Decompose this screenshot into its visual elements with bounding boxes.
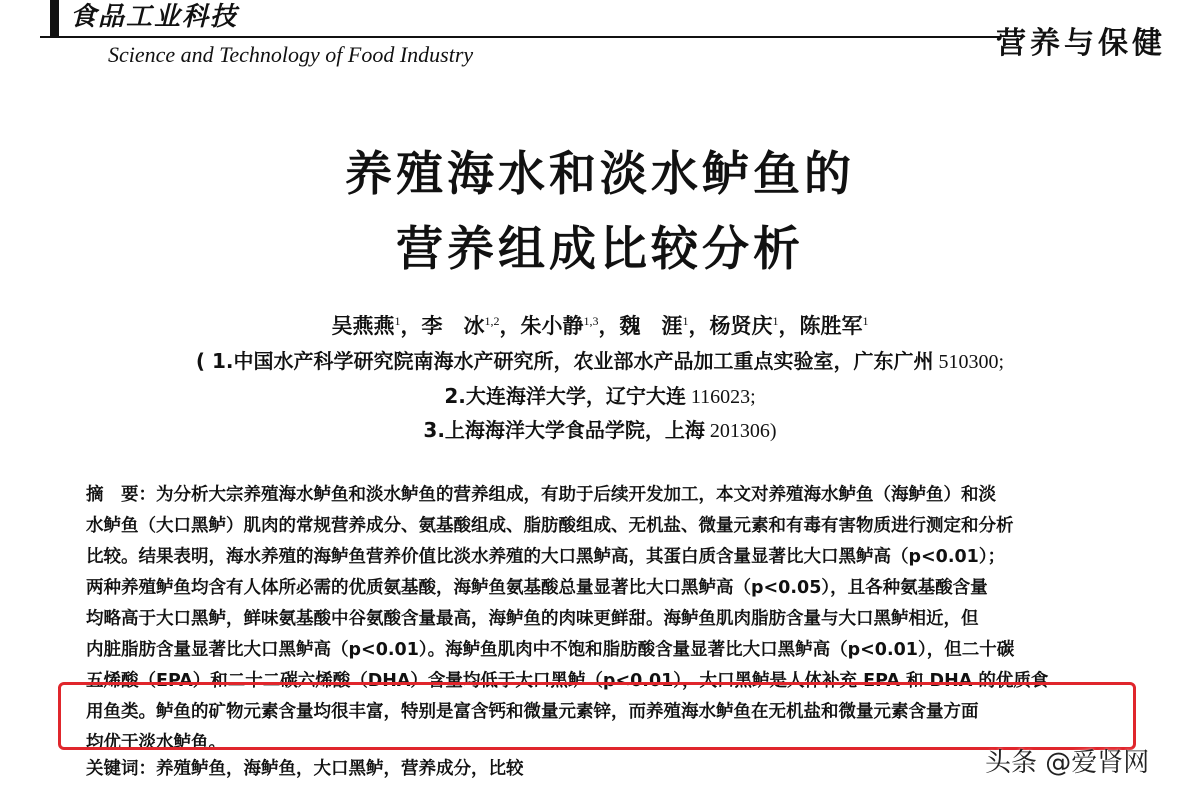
- affiliation-text: 3.上海海洋大学食品学院，上海: [423, 418, 705, 442]
- affiliation-2: [0, 380, 1200, 409]
- author: 魏 涯: [619, 314, 683, 338]
- abstract-line: 用鱼类。鲈鱼的矿物元素含量均很丰富，特别是富含钙和微量元素锌，而养殖海水鲈鱼在无机盐和微量元素含量方面: [86, 702, 979, 722]
- author-affil-sup: 1: [772, 314, 779, 328]
- masthead-bar: [50, 0, 59, 36]
- paper-title-line-2: 营养组成比较分析: [396, 222, 804, 277]
- author-affil-sup: 1: [682, 314, 689, 328]
- abstract-line: 两种养殖鲈鱼均含有人体所必需的优质氨基酸，海鲈鱼氨基酸总量显著比大口黑鲈高（p<0.05），且各种氨基酸含量: [86, 578, 988, 598]
- author-affil-sup: 1: [862, 314, 869, 328]
- author-affil-sup: 1,2: [484, 314, 500, 328]
- affiliation-1: [0, 345, 1200, 374]
- journal-logo-cn: 食品工业科技: [70, 2, 239, 32]
- author: 李 冰: [421, 314, 485, 338]
- postal-code: 510300;: [933, 351, 1005, 373]
- column-name: 营养与保健: [996, 26, 1166, 61]
- author: 杨贤庆: [709, 314, 773, 338]
- affiliation-text: 2.大连海洋大学，辽宁大连: [444, 384, 686, 408]
- author: 吴燕燕: [331, 314, 395, 338]
- abstract-line: 摘 要：为分析大宗养殖海水鲈鱼和淡水鲈鱼的营养组成，有助于后续开发加工，本文对养殖海水鲈鱼（海鲈鱼）和淡: [86, 485, 996, 505]
- abstract-line: 五烯酸（EPA）和二十二碳六烯酸（DHA）含量均低于大口黑鲈（p<0.01），大口黑鲈是人体补充 EPA 和 DHA 的优质食: [86, 671, 1049, 691]
- journal-name-en: Science and Technology of Food Industry: [108, 42, 474, 67]
- author: 陈胜军: [799, 314, 863, 338]
- affiliation-text: ( 1.中国水产科学研究院南海水产研究所，农业部水产品加工重点实验室，广东广州: [195, 349, 934, 373]
- author: 朱小静: [520, 314, 584, 338]
- masthead-rule: [40, 36, 1000, 38]
- author-affil-sup: 1,3: [583, 314, 599, 328]
- abstract-line: 均略高于大口黑鲈，鲜味氨基酸中谷氨酸含量最高，海鲈鱼的肉味更鲜甜。海鲈鱼肌肉脂肪含量与大口黑鲈相近，但: [86, 609, 979, 629]
- abstract-line: 内脏脂肪含量显著比大口黑鲈高（p<0.01）。海鲈鱼肌肉中不饱和脂肪酸含量显著比大口黑鲈高（p<0.01），但二十碳: [86, 640, 1015, 660]
- affiliation-3: [0, 414, 1200, 443]
- postal-code: 201306): [704, 420, 777, 442]
- keywords: 关键词：养殖鲈鱼，海鲈鱼，大口黑鲈，营养成分，比较: [86, 759, 524, 779]
- abstract-line: 比较。结果表明，海水养殖的海鲈鱼营养价值比淡水养殖的大口黑鲈高，其蛋白质含量显著比大口黑鲈高（p<0.01）；: [86, 547, 1006, 567]
- highlight-box: [58, 682, 1136, 750]
- author-list: 吴燕燕$^1$，李 冰$^{1,2}$，朱小静$^{1,3}$，魏 涯$^1$，杨贤庆$^1$，陈胜军$^1$: [331, 314, 869, 338]
- abstract-line: 水鲈鱼（大口黑鲈）肌肉的常规营养成分、氨基酸组成、脂肪酸组成、无机盐、微量元素和有毒有害物质进行测定和分析: [86, 516, 1014, 536]
- watermark: 头条 @爱肾网: [985, 748, 1150, 778]
- abstract-line: 均优于淡水鲈鱼。: [86, 733, 226, 753]
- author-affil-sup: 1: [394, 314, 401, 328]
- postal-code: 116023;: [685, 386, 756, 408]
- paper-title-line-1: 养殖海水和淡水鲈鱼的: [345, 147, 855, 202]
